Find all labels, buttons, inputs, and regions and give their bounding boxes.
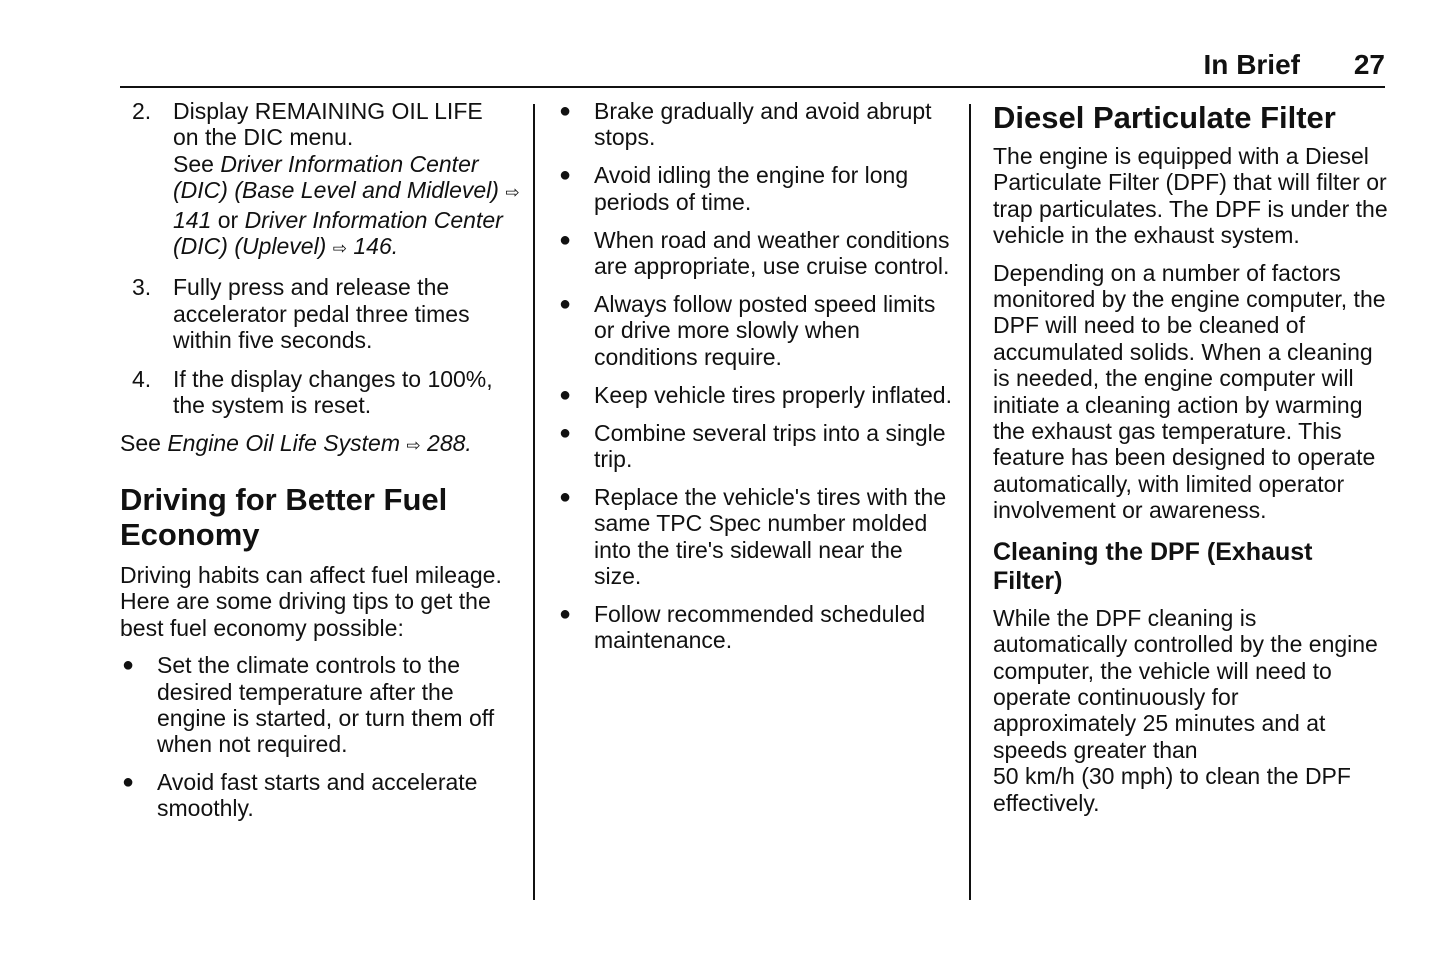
bullet-text: Follow recommended scheduled maintenance. — [594, 601, 926, 654]
body-paragraph: The engine is equipped with a Diesel Particulate Filter (DPF) that will filter or trap particulates. The DPF is under the vehicle in the exhaust system. — [993, 143, 1388, 249]
bullet-text: Always follow posted speed limits or drive more slowly when conditions require. — [594, 290, 936, 370]
cross-reference-link[interactable]: Engine Oil Life System — [167, 430, 400, 457]
bullet-icon: ● — [122, 770, 135, 793]
page-arrow-icon: ⇨ — [505, 183, 520, 203]
bullet-icon: ● — [559, 292, 572, 315]
step-number: 3. — [132, 274, 152, 301]
step-text: Fully press and release the accelerator pedal three times within five seconds. — [173, 274, 470, 354]
bullet-item — [557, 382, 952, 408]
step-text — [173, 98, 525, 262]
bullet-item — [557, 98, 952, 151]
bullet-icon: ● — [559, 485, 572, 508]
column-right — [993, 98, 1388, 827]
bullet-text: Replace the vehicle's tires with the same TPC Spec number molded into the tire's sidewall near the size. — [594, 483, 947, 590]
column-divider — [969, 104, 971, 900]
bullet-icon: ● — [559, 100, 572, 122]
page-reference[interactable]: 288 — [427, 430, 466, 457]
page-reference[interactable]: 146 — [353, 233, 392, 260]
bullet-text: Keep vehicle tires properly inflated. — [594, 381, 952, 408]
page-reference[interactable]: 141 — [173, 206, 212, 233]
bullet-item — [557, 601, 952, 654]
section-heading: Driving for Better Fuel Economy — [120, 481, 448, 552]
column-middle — [557, 98, 952, 665]
body-paragraph — [993, 605, 1388, 816]
page-header — [120, 50, 1385, 88]
column-left — [120, 98, 525, 833]
bullet-item — [120, 652, 525, 758]
bullet-item — [557, 162, 952, 215]
bullet-icon: ● — [559, 421, 572, 444]
bullet-item — [120, 769, 525, 822]
bullet-text: Avoid idling the engine for long periods of time. — [594, 162, 909, 215]
cross-reference-link[interactable]: Driver Information Center (DIC) (Uplevel) — [173, 206, 503, 260]
paragraph-line: While the DPF cleaning is automatically controlled by the engine computer, the vehicle will need to operate continuously for approximately 25 minutes and at speeds greater than — [993, 604, 1378, 763]
bullet-text: When road and weather conditions are appropriate, use cruise control. — [594, 226, 950, 280]
punctuation: . — [391, 233, 399, 260]
column-divider — [533, 104, 535, 900]
step-item — [120, 366, 525, 419]
step-number: 4. — [132, 365, 152, 392]
step-item — [120, 274, 525, 353]
see-label: See — [173, 150, 221, 177]
bullet-icon: ● — [559, 603, 572, 625]
bullet-item — [557, 484, 952, 590]
step-line: on the DIC menu. — [173, 124, 354, 151]
punctuation: . — [465, 430, 472, 457]
bullet-icon: ● — [122, 654, 135, 677]
page-arrow-icon: ⇨ — [406, 436, 421, 456]
step-line: Display REMAINING OIL LIFE — [173, 98, 483, 124]
bullet-icon: ● — [559, 383, 572, 406]
section-heading: Diesel Particulate Filter — [993, 100, 1336, 135]
bullet-text: Set the climate controls to the desired temperature after the engine is started, or turn them off when not required. — [157, 652, 495, 758]
page-number: 27 — [1353, 49, 1385, 80]
cross-reference-link[interactable]: Driver Information Center (DIC) (Base Level and Midlevel) — [173, 150, 499, 204]
page-arrow-icon: ⇨ — [332, 239, 347, 259]
paragraph-line: 50 km/h (30 mph) to clean the DPF effectively. — [993, 763, 1351, 816]
bullet-icon: ● — [559, 228, 572, 251]
bullet-text: Brake gradually and avoid abrupt stops. — [594, 98, 932, 151]
bullet-item — [557, 291, 952, 370]
bullet-item — [557, 420, 952, 473]
bullet-icon: ● — [559, 164, 572, 187]
step-text: If the display changes to 100%, the system is reset. — [173, 365, 493, 419]
or-label: or — [211, 206, 245, 233]
body-paragraph: Driving habits can affect fuel mileage. Here are some driving tips to get the best fuel economy possible: — [120, 561, 502, 641]
step-item — [120, 98, 525, 262]
bullet-text: Avoid fast starts and accelerate smoothly. — [157, 768, 478, 822]
subsection-heading: Cleaning the DPF (Exhaust Filter) — [993, 537, 1313, 595]
see-also-paragraph — [120, 430, 525, 459]
bullet-text: Combine several trips into a single trip. — [594, 419, 946, 472]
bullet-item — [557, 227, 952, 280]
step-number: 2. — [132, 98, 152, 124]
see-label: See — [120, 430, 168, 457]
section-title: In Brief — [1203, 49, 1300, 80]
body-paragraph: Depending on a number of factors monitored by the engine computer, the DPF will need to be cleaned of accumulated solids. When a cleaning is needed, the engine computer will initiate a cleaning action by warming the exhaust gas temperature. This feature has been designed to operate automatically, with limited operator involvement or awareness. — [993, 259, 1386, 524]
